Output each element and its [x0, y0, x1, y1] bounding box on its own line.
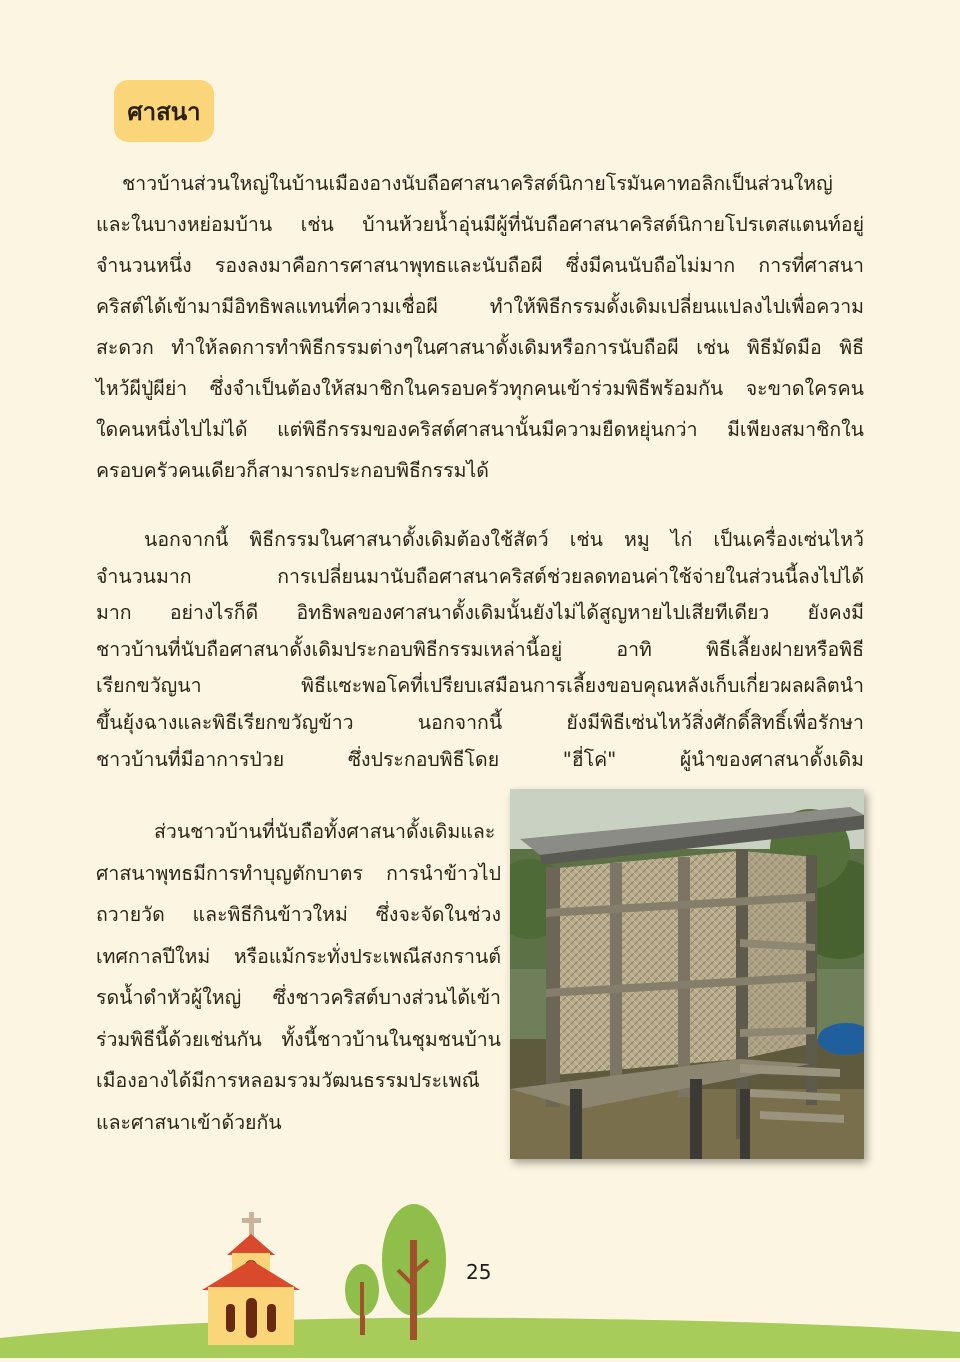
paragraph-2	[96, 522, 864, 778]
church-icon	[202, 1212, 300, 1345]
paragraph-line: จำนวนมาก การเปลี่ยนมานับถือศาสนาคริสต์ช่วยลดทอนค่าใช้จ่ายในส่วนนี้ลงไปได้	[96, 564, 864, 588]
paragraph-3	[96, 811, 501, 1143]
paragraph-line: และในบางหย่อมบ้าน เช่น บ้านห้วยน้ำอุ่นมีผู้ที่นับถือศาสนาคริสต์นิกายโปรเตสแตนท์อยู่	[96, 213, 864, 236]
paragraph-line: คริสต์ได้เข้ามามีอิทธิพลแทนที่ความเชื่อผี ทำให้พิธีกรรมดั้งเดิมเปลี่ยนแปลงไปเพื่อความ	[96, 295, 864, 318]
paragraph-line: ขึ้นยุ้งฉางและพิธีเรียกขวัญข้าว นอกจากนี้ ยังมีพิธีเซ่นไหว้สิ่งศักดิ์สิทธิ์เพื่อรักษา	[96, 710, 864, 734]
paragraph-line: สะดวก ทำให้ลดการทำพิธีกรรมต่างๆในศาสนาดั้งเดิมหรือการนับถือผี เช่น พิธีมัดมือ พิธี	[96, 336, 864, 359]
paragraph-line: และศาสนาเข้าด้วยกัน	[96, 1110, 282, 1134]
section-title: ศาสนา	[127, 97, 201, 126]
paragraph-line: ชาวบ้านส่วนใหญ่ในบ้านเมืองอางนับถือศาสนาคริสต์นิกายโรมันคาทอลิกเป็นส่วนใหญ่	[122, 172, 833, 195]
paragraph-1	[96, 163, 864, 491]
paragraph-line: เทศกาลปีใหม่ หรือแม้กระทั่งประเพณีสงกรานต์	[96, 944, 501, 968]
paragraph-line: เมืองอางได้มีการหลอมรวมวัฒนธรรมประเพณี	[96, 1069, 480, 1092]
paragraph-line: ถวายวัด และพิธีกินข้าวใหม่ ซึ่งจะจัดในช่วง	[96, 903, 501, 926]
paragraph-line: ชาวบ้านที่มีอาการป่วย ซึ่งประกอบพิธีโดย "ฮี่โค่" ผู้นำของศาสนาดั้งเดิม	[96, 747, 864, 771]
paragraph-line: ใดคนหนึ่งไปไม่ได้ แต่พิธีกรรมของคริสต์ศาสนานั้นมีความยืดหยุ่นกว่า มีเพียงสมาชิกใน	[96, 418, 864, 441]
paragraph-line: เรียกขวัญนา พิธีแซะพอโคที่เปรียบเสมือนการเลี้ยงขอบคุณหลังเก็บเกี่ยวผลผลิตนำ	[96, 674, 864, 698]
paragraph-line: ศาสนาพุทธมีการทำบุญตักบาตร การนำข้าวไป	[96, 861, 501, 885]
paragraph-line: ร่วมพิธีนี้ด้วยเช่นกัน ทั้งนี้ชาวบ้านในชุมชนบ้าน	[96, 1027, 501, 1051]
paragraph-line: มาก อย่างไรก็ดี อิทธิพลของศาสนาดั้งเดิมนั้นยังไม่ได้สูญหายไปเสียทีเดียว ยังคงมี	[96, 601, 864, 625]
paragraph-line: รดน้ำดำหัวผู้ใหญ่ ซึ่งชาวคริสต์บางส่วนได้เข้า	[96, 986, 501, 1009]
paragraph-line: นอกจากนี้ พิธีกรรมในศาสนาดั้งเดิมต้องใช้สัตว์ เช่น หมู ไก่ เป็นเครื่องเซ่นไหว้	[144, 528, 864, 551]
page-number: 25	[466, 1260, 492, 1284]
paragraph-line: ชาวบ้านที่นับถือศาสนาดั้งเดิมประกอบพิธีกรรมเหล่านี้อยู่ อาทิ พิธีเลี้ยงฝายหรือพิธี	[96, 637, 864, 661]
rice-granary-illustration	[510, 789, 864, 1159]
paragraph-line: ไหว้ผีปู่ผีย่า ซึ่งจำเป็นต้องให้สมาชิกในครอบครัวทุกคนเข้าร่วมพิธีพร้อมกัน จะขาดใครคน	[96, 377, 864, 400]
footer-illustration	[0, 1200, 960, 1358]
grass-hill	[0, 1318, 960, 1358]
paragraph-line: ครอบครัวคนเดียวก็สามารถประกอบพิธีกรรมได้	[96, 459, 489, 482]
paragraph-line: จำนวนหนึ่ง รองลงมาคือการศาสนาพุทธและนับถือผี ซึ่งมีคนนับถือไม่มาก การที่ศาสนา	[96, 254, 864, 277]
paragraph-line: ส่วนชาวบ้านที่นับถือทั้งศาสนาดั้งเดิมและ	[154, 820, 496, 843]
section-title-badge	[114, 80, 214, 142]
rice-granary-photo	[510, 789, 864, 1159]
